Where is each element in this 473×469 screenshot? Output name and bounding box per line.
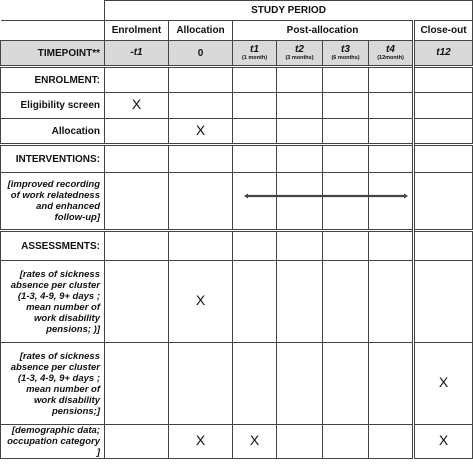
timepoint-enrolment: -t1 — [105, 41, 169, 67]
allocation-mark: X — [169, 119, 233, 145]
assessment-3-close-mark: X — [414, 425, 473, 459]
timepoint-close: t12 — [414, 41, 473, 67]
post-allocation-header: Post-allocation — [233, 21, 414, 41]
blank-corner-2 — [1, 21, 105, 41]
study-period-header: STUDY PERIOD — [105, 1, 473, 21]
timepoint-t3: t3 (6 months) — [323, 41, 369, 67]
assessment-3-allocation-mark: X — [169, 425, 233, 459]
enrolment-heading: ENROLMENT: — [1, 67, 105, 93]
allocation-header: Allocation — [169, 21, 233, 41]
timepoint-t2: t2 (3 months) — [277, 41, 323, 67]
eligibility-enrolment-mark: X — [105, 93, 169, 119]
timepoint-t4: t4 (12month) — [369, 41, 414, 67]
timepoint-allocation: 0 — [169, 41, 233, 67]
assessment-2-close-mark: X — [414, 343, 473, 425]
timepoint-label: TIMEPOINT** — [1, 41, 105, 67]
allocation-label: Allocation — [1, 119, 105, 145]
close-out-header: Close-out — [414, 21, 473, 41]
assessment-1-label: [rates of sickness absence per cluster (1-3, 4-9, 9+ days ; mean number of work disability pensions; )] — [1, 261, 105, 343]
timepoint-t1: t1 (1 month) — [233, 41, 277, 67]
enrolment-header: Enrolment — [105, 21, 169, 41]
assessments-heading: ASSESSMENTS: — [1, 231, 105, 261]
intervention-duration-arrow — [244, 193, 408, 199]
assessment-3-label: [demographic data; occupation category ] — [1, 425, 105, 459]
interventions-heading: INTERVENTIONS: — [1, 145, 105, 173]
blank-corner — [1, 1, 105, 21]
intervention-label: [improved recording of work relatedness and enhanced follow-up] — [1, 173, 105, 231]
eligibility-screen-label: Eligibility screen — [1, 93, 105, 119]
assessment-3-t1-mark: X — [233, 425, 277, 459]
assessment-1-allocation-mark: X — [169, 261, 233, 343]
assessment-2-label: [rates of sickness absence per cluster (1-3, 4-9, 9+ days ; mean number of work disability pensions;] — [1, 343, 105, 425]
